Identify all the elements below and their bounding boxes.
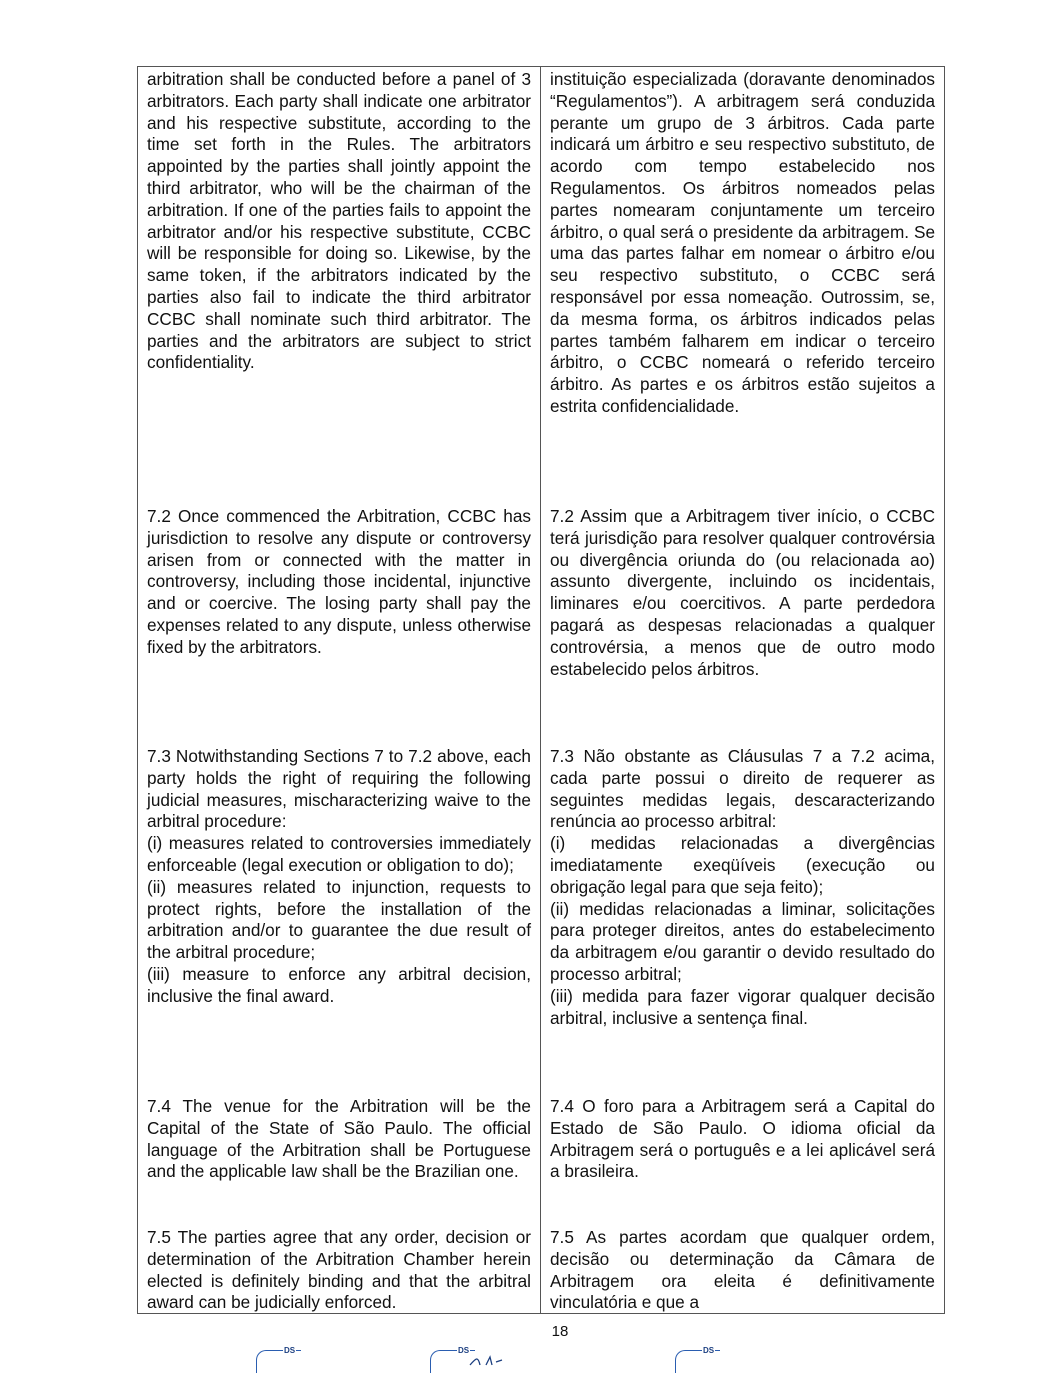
clause-7-3-en [147,746,531,1096]
signature-scribble-icon [468,1354,508,1366]
bilingual-clause-table [137,66,945,1314]
list-item: (iii) measure to enforce any arbitral decision, inclusive the final award. [147,963,531,1006]
clause-7-5-en [147,1227,531,1313]
docusign-label: DS [458,1346,470,1355]
page-number: 18 [551,1323,569,1340]
paragraph: 7.2 Assim que a Arbitragem tiver início, o CCBC terá jurisdição para resolver qualquer controvérsia ou divergência oriunda do (ou relacionada ao) assunto divergente, incluindo os incidentais, liminares e/ou coercitivos. A parte perdedora pagará as despesas relacionadas a qualquer controvérsia, a menos que de outro modo estabelecido pelos árbitros. [550,506,935,679]
english-column [138,67,541,1313]
clause-7-1-continuation-en [147,69,531,506]
list-item: (ii) medidas relacionadas a liminar, solicitações para proteger direitos, antes do estabelecimento da arbitragem e/ou garantir o devido resultado do processo arbitral; [550,898,935,984]
clause-7-3-pt [550,746,935,1096]
docusign-label: DS [703,1346,715,1355]
paragraph: 7.2 Once commenced the Arbitration, CCBC has jurisdiction to resolve any dispute or controversy arisen from or connected with the matter in controversy, including those incidental, injunctive and or coercive. The losing party shall pay the expenses related to any dispute, unless otherwise fixed by the arbitrators. [147,506,531,657]
clause-7-2-en [147,506,531,746]
docusign-initial-box [256,1346,301,1373]
docusign-initial-box [675,1346,720,1373]
docusign-label: DS [284,1346,296,1355]
paragraph: instituição especializada (doravante denominados “Regulamentos”). A arbitragem será conduzida perante um grupo de 3 árbitros. Cada parte indicará um árbitro e seu respectivo substituto, de acordo com tempo estabelecido nos Regulamentos. Os árbitros nomeados pelas partes nomearam conjuntamente um terceiro árbitro, o qual será o presidente da arbitragem. Se uma das partes falhar em nomear o árbitro e/ou seu respectivo substituto, o CCBC será responsável por essa nomeação. Outrossim, se, da mesma forma, os árbitros indicados pelas partes também falharem em indicar o terceiro árbitro, o CCBC nomeará o referido terceiro árbitro. As partes e os árbitros estão sujeitos a estrita confidencialidade. [550,69,935,416]
paragraph: 7.5 As partes acordam que qualquer ordem, decisão ou determinação da Câmara de Arbitragem ora eleita é definitivamente vinculatória e que a [550,1227,935,1313]
clause-7-1-continuation-pt [550,69,935,506]
clause-7-5-pt [550,1227,935,1313]
paragraph: 7.4 O foro para a Arbitragem será a Capital do Estado de São Paulo. O idioma oficial da Arbitragem será o português e a lei aplicável será a brasileira. [550,1096,935,1182]
list-item: (ii) measures related to injunction, requests to protect rights, before the installation of the arbitration and/or to guarantee the due result of the arbitral procedure; [147,876,531,963]
clause-7-4-pt [550,1096,935,1227]
portuguese-column [541,67,944,1313]
list-item: (i) measures related to controversies immediately enforceable (legal execution or obligation to do); [147,833,531,875]
paragraph: arbitration shall be conducted before a panel of 3 arbitrators. Each party shall indicate one arbitrator and his respective substitute, according to the time set forth in the Rules. The arbitrators appointed by the parties shall jointly appoint the third arbitrator, who will be the chairman of the arbitration. If one of the parties fails to appoint the arbitrator and/or his respective substitute, CCBC will be responsible for doing so. Likewise, by the same token, if the arbitrators indicated by the parties also fail to indicate the third arbitrator CCBC shall nominate such third arbitrator. The parties and the arbitrators are subject to strict confidentiality. [147,69,531,373]
clause-7-4-en [147,1096,531,1227]
paragraph: 7.3 Não obstante as Cláusulas 7 a 7.2 acima, cada parte possui o direito de requerer as seguintes medidas legais, descaracterizando renúncia ao processo arbitral: [550,746,935,832]
paragraph: 7.5 The parties agree that any order, decision or determination of the Arbitration Chamber herein elected is definitely binding and that the arbitral award can be judicially enforced. [147,1227,531,1313]
list-item: (i) medidas relacionadas a divergências imediatamente exeqüíveis (execução ou obrigação legal para que seja feito); [550,833,935,897]
list-item: (iii) medida para fazer vigorar qualquer decisão arbitral, inclusive a sentença final. [550,985,935,1028]
paragraph: 7.4 The venue for the Arbitration will be the Capital of the State of São Paulo. The official language of the Arbitration shall be Portuguese and the applicable law shall be the Brazilian one. [147,1096,531,1182]
clause-7-2-pt [550,506,935,746]
paragraph: 7.3 Notwithstanding Sections 7 to 7.2 above, each party holds the right of requiring the following judicial measures, mischaracterizing waive to the arbitral procedure: [147,746,531,832]
